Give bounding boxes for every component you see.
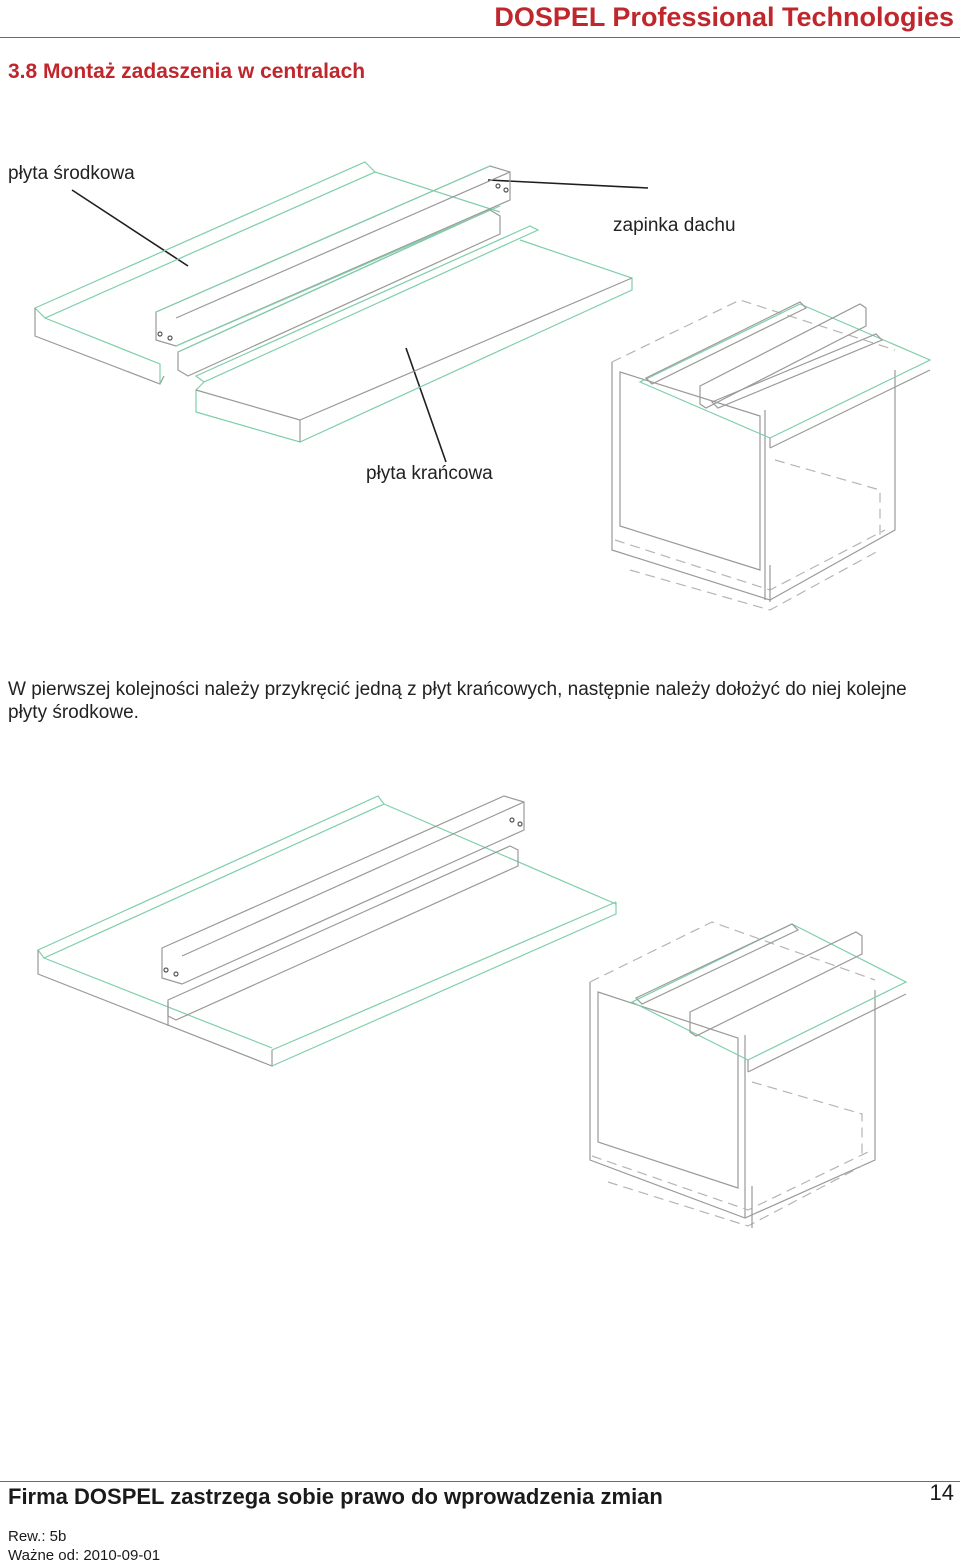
header-divider bbox=[0, 37, 960, 38]
leader-roof-clip bbox=[488, 180, 648, 188]
section-title: 3.8 Montaż zadaszenia w centralach bbox=[8, 60, 366, 83]
footer-divider bbox=[0, 1481, 960, 1482]
assembled-roof-drawing bbox=[0, 790, 960, 1240]
unit-box-top bbox=[612, 300, 930, 610]
roof-clip bbox=[178, 210, 500, 376]
end-plate-left bbox=[35, 162, 500, 384]
brand-title: DOSPEL Professional Technologies bbox=[494, 2, 954, 32]
end-plate-right bbox=[196, 226, 632, 442]
center-plate bbox=[156, 166, 510, 346]
leader-center-plate bbox=[72, 190, 188, 266]
leader-edge-plate bbox=[406, 348, 446, 462]
exploded-roof-drawing bbox=[0, 150, 960, 620]
assembled-plates bbox=[38, 796, 616, 1066]
callout-roof-clip: zapinka dachu bbox=[613, 215, 736, 236]
callout-center-plate: płyta środkowa bbox=[8, 163, 135, 184]
revision-label: Rew.: 5b bbox=[8, 1528, 67, 1545]
page-number: 14 bbox=[929, 1480, 954, 1505]
valid-from-date: Ważne od: 2010-09-01 bbox=[8, 1547, 161, 1564]
instruction-text: W pierwszej kolejności należy przykręcić jedną z płyt krańcowych, następnie należy dołożyć do niej kolejne płyty środkowe. bbox=[8, 679, 907, 723]
footer-note: Firma DOSPEL zastrzega sobie prawo do wprowadzenia zmian bbox=[8, 1484, 663, 1509]
callout-edge-plate: płyta krańcowa bbox=[366, 463, 493, 484]
unit-box-bottom bbox=[590, 922, 906, 1228]
